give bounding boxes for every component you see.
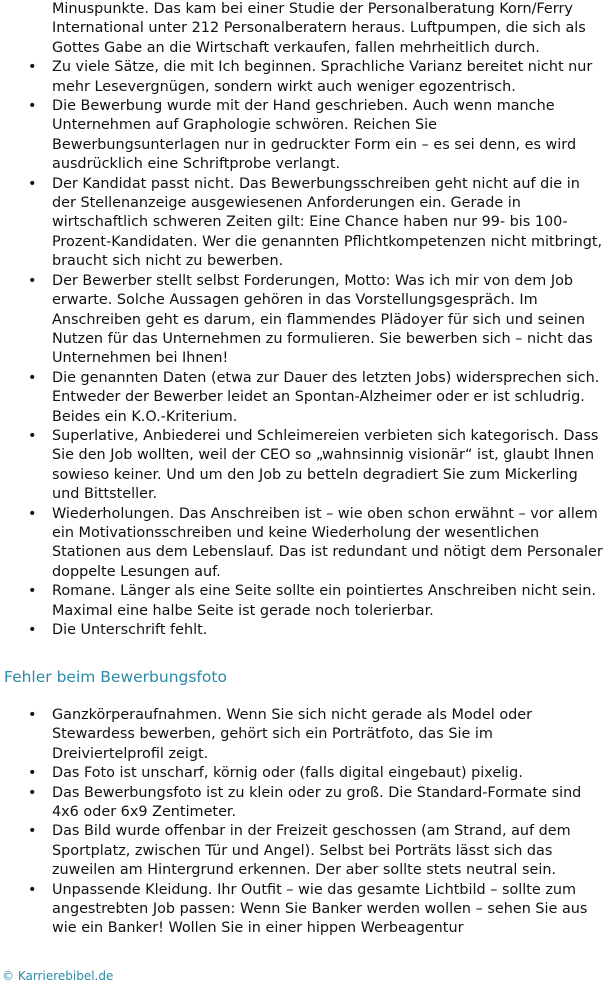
list-item [0,427,614,505]
list-item-text: Das Bild wurde offenbar in der Freizeit geschossen (am Strand, auf dem Sportplatz, zwischen Tür und Angel). Selbst bei Porträts lässt sich das zuweilen am Hintergrund erkennen. Der aber sollte stets neutral sein. [52,823,571,879]
photo-mistakes-list [0,706,614,939]
list-item-text: Das Bewerbungsfoto ist zu klein oder zu groß. Die Standard-Formate sind 4x6 oder 6x9 Zentimeter. [52,784,582,821]
bullet-icon: • [28,765,37,782]
list-item-text: Die genannten Daten (etwa zur Dauer des letzten Jobs) widersprechen sich. Entweder der Bewerber leidet an Spontan-Alzheimer oder er ist schludrig. Beides ein K.O.-Kriterium. [52,369,600,425]
intro-paragraph: Minuspunkte. Das kam bei einer Studie der Personalberatung Korn/Ferry International unter 212 Personalberatern heraus. Luftpumpen, die sich als Gottes Gabe an die Wirtschaft verkaufen, fallen mehrheitlich durch. [52,1,586,56]
list-item-text: Der Kandidat passt nicht. Das Bewerbungsschreiben geht nicht auf die in der Stellenanzeige ausgewiesenen Anforderungen ein. Gerade in wirtschaftlich schweren Zeiten gilt: Eine Chance haben nur 99- bis 100-Prozent-Kandidaten. Wer die genannten Pflichtkompetenzen nicht mitbringt, braucht sich nicht zu bewerben. [52,175,603,270]
bullet-icon: • [28,98,37,115]
list-item [0,764,614,783]
list-item [0,881,614,939]
list-item-text: Das Foto ist unscharf, körnig oder (falls digital eingebaut) pixelig. [52,765,523,782]
list-item [0,175,614,272]
bullet-icon: • [28,272,37,289]
copyright-footer: © Karrierebibel.de [2,969,114,983]
list-item-text: Romane. Länger als eine Seite sollte ein pointiertes Anschreiben nicht sein. Maximal eine halbe Seite ist gerade noch tolerierbar. [52,583,596,619]
bullet-icon: • [28,583,37,600]
list-item [0,58,614,97]
list-item [0,822,614,880]
list-item [0,97,614,175]
list-item-text: Der Bewerber stellt selbst Forderungen, Motto: Was ich mir von dem Job erwarte. Solche Aussagen gehören in das Vorstellungsgespräch. Im Anschreiben geht es darum, ein flammendes Plädoyer für sich und seinen Nutzen für das Unternehmen zu formulieren. Sie bewerben sich – nicht das Unternehmen bei Ihnen! [52,272,593,367]
bullet-icon: • [28,881,37,898]
list-item-text: Wiederholungen. Das Anschreiben ist – wie oben schon erwähnt – vor allem ein Motivationsschreiben und keine Wiederholung der wesentlichen Stationen aus dem Lebenslauf. Das ist redundant und nötigt dem Personaler doppelte Lesungen auf. [52,505,603,580]
list-item [0,505,614,583]
section-heading: Fehler beim Bewerbungsfoto [4,668,227,686]
list-item [0,582,614,621]
bullet-icon: • [28,59,37,76]
list-item [0,621,614,640]
list-item-text: Zu viele Sätze, die mit Ich beginnen. Sprachliche Varianz bereitet nicht nur mehr Lesevergnügen, sondern wirkt auch weniger egozentrisch. [52,59,593,95]
application-mistakes-list [0,58,614,640]
bullet-icon: • [28,505,37,522]
bullet-icon: • [28,823,37,840]
bullet-icon: • [28,707,37,723]
list-item [0,272,614,369]
bullet-icon: • [28,784,37,801]
bullet-icon: • [28,427,37,444]
list-item-text: Unpassende Kleidung. Ihr Outfit – wie das gesamte Lichtbild – sollte zum angestrebten Job passen: Wenn Sie Banker werden wollen – sehen Sie aus wie ein Banker! Wollen Sie in einer hippen Werbeagentur [52,881,588,937]
list-item-text: Die Bewerbung wurde mit der Hand geschrieben. Auch wenn manche Unternehmen auf Graphologie schwören. Reichen Sie Bewerbungsunterlagen nur in gedruckter Form ein – es sei denn, es wird ausdrücklich eine Schriftprobe verlangt. [52,98,577,173]
bullet-icon: • [28,369,37,386]
bullet-icon: • [28,622,37,638]
list-item [0,784,614,823]
list-item-text: Superlative, Anbiederei und Schleimereien verbieten sich kategorisch. Dass Sie den Job wollten, weil der CEO so „wahnsinnig visionär“ ist, glaubt Ihnen sowieso keiner. Und um den Job zu betteln degradiert Sie zum Mickerling und Bittsteller. [52,427,599,503]
bullet-icon: • [28,175,37,192]
list-item-text: Ganzkörperaufnahmen. Wenn Sie sich nicht gerade als Model oder Stewardess bewerben, gehört sich ein Porträtfoto, das Sie im Dreiviertelprofil zeigt. [52,707,533,762]
list-item [0,706,614,764]
list-item [0,369,614,427]
list-item-text: Die Unterschrift fehlt. [52,622,208,638]
